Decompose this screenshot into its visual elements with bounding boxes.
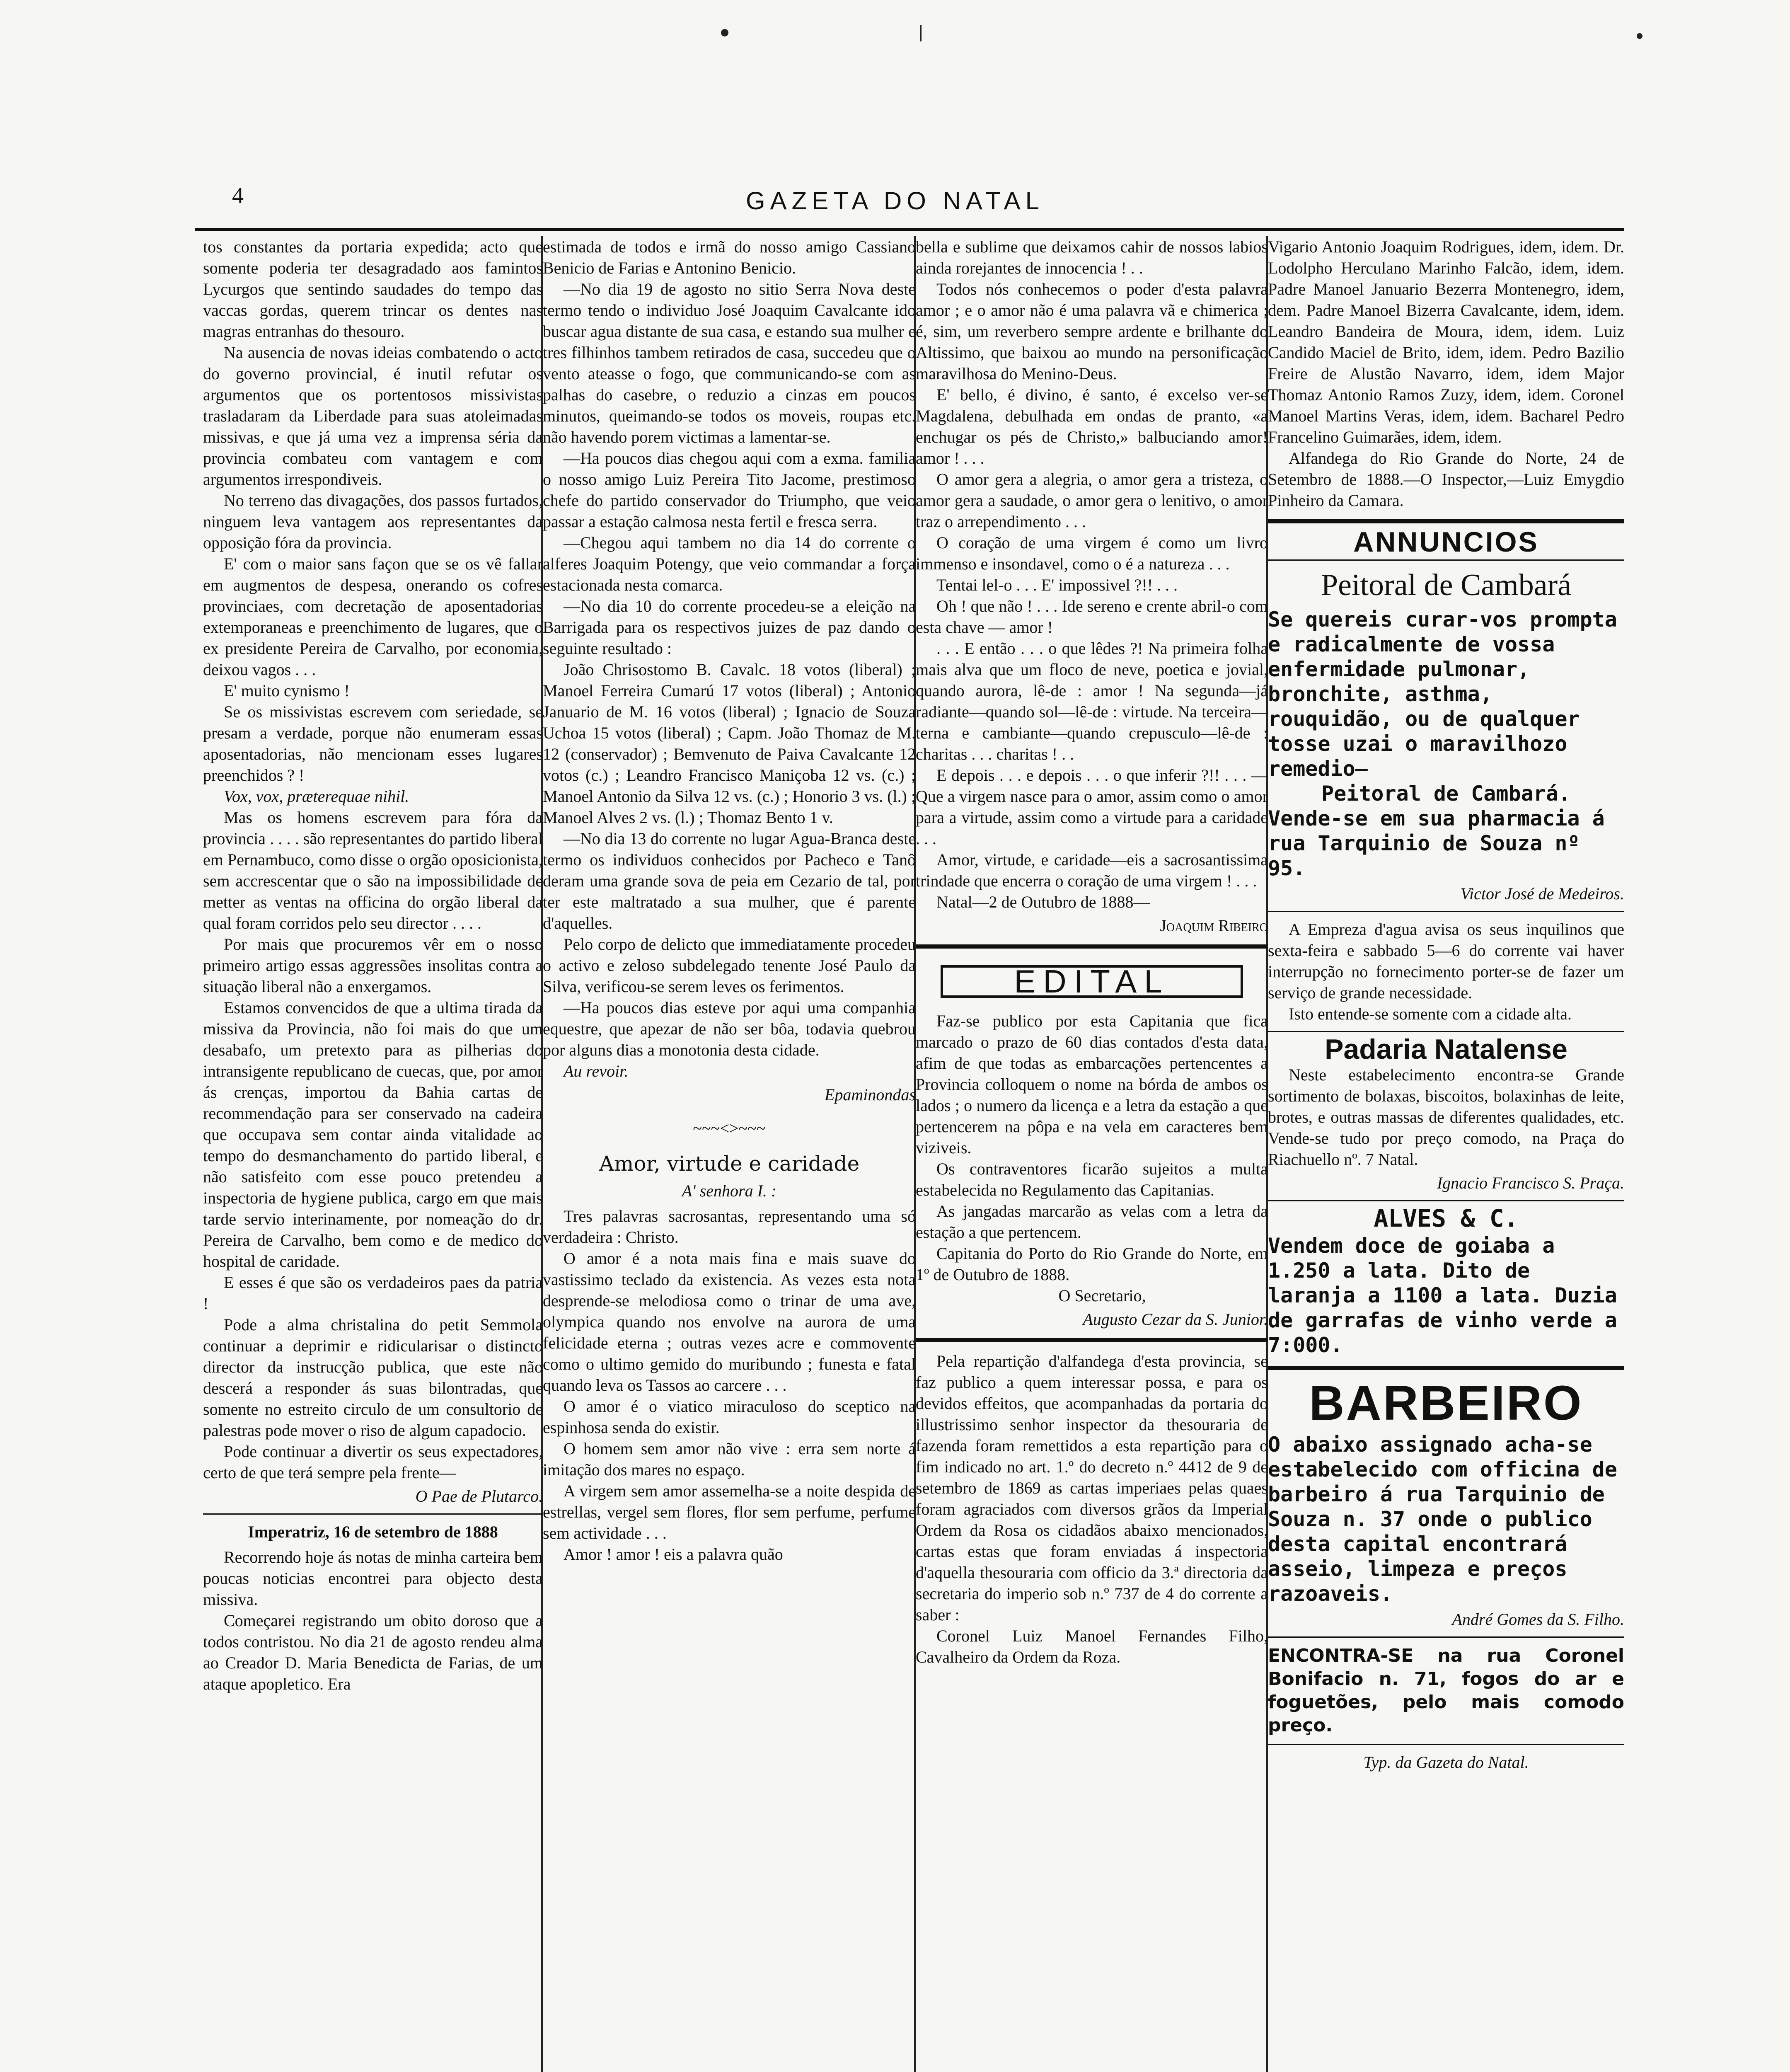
paragraph: tos constantes da portaria expedida; acto que somente poderia ter desagradado aos famintos Lycurgos que sentindo saudades do tempo das vaccas gordas, querem trincar os dentes nas magras entranhas do thesouro. [203,237,543,341]
paragraph: E' com o maior sans façon que se os vê fallar em augmentos de despesa, onerando os cofres provinciaes, com decretação de aposentadorias extemporaneas e preenchimento de lugares, que o ex presidente Pereira de Carvalho, por economia, deixou vagos . . . [203,554,543,679]
masthead-title: GAZETA DO NATAL [745,187,1045,215]
paragraph: O coração de uma virgem é como um livro immenso e insondavel, como o é a natureza . . . [916,533,1268,573]
divider [916,1338,1268,1342]
paragraph: Alfandega do Rio Grande do Norte, 24 de Setembro de 1888.—O Inspector,—Luiz Emygdio Pinheiro da Camara. [1268,449,1624,510]
printer-note: Typ. da Gazeta do Natal. [1363,1753,1529,1772]
paragraph: As jangadas marcarão as velas com a letra da estação a que pertencem. [916,1202,1268,1242]
column-2 [543,236,916,2072]
dedication: A' senhora I. : [682,1181,777,1200]
page-number: 4 [232,183,244,208]
column-1 [203,236,543,2072]
paragraph: No terreno das divagações, dos passos furtados, ninguem leva vantagem aos representantes da opposição fóra da provincia. [203,491,543,552]
divider [1268,559,1624,561]
divider [916,944,1268,949]
paragraph: João Chrisostomo B. Cavalc. 18 votos (liberal) ; Manoel Ferreira Cumarú 17 votos (liberal) ; Antonio Januario de M. 16 votos (liberal) ; Ignacio de Souza Uchoa 15 votos (liberal) ; Capm. João Thomaz de M. 12 (conservador) ; Bemvenuto de Paiva Cavalcante 12 votos (c.) ; Leandro Francisco Maniçoba 12 vs. (c.) ; Manoel Antonio da Silva 12 vs. (c.) ; Honorio 3 vs. (l.) ; Manoel Alves 2 vs. (l.) ; Thomaz Bento 1 v. [543,660,916,827]
signature: O Pae de Plutarco. [415,1487,543,1506]
paragraph: O Secretario, [1058,1286,1146,1305]
paragraph: Recorrendo hoje ás notas de minha carteira bem poucas noticias encontrei para objecto desta missiva. [203,1548,543,1609]
paragraph: Amor, virtude, e caridade—eis a sacrosantissima trindade que encerra o coração de uma virgem ! . . . [916,850,1268,890]
paragraph: —Ha poucos dias chegou aqui com a exma. familia o nosso amigo Luiz Pereira Tito Jacome, prestimoso chefe do partido conservador do Triumpho, que veio passar a estação calmosa nesta fertil e fresca serra. [543,449,916,531]
paragraph: Se os missivistas escrevem com seriedade, se presam a verdade, porque não enumeram essas aposentadorias, não mencionam esses lugares preenchidos ? ! [203,702,543,784]
ink-spot [721,29,728,36]
signature: Victor José de Medeiros. [1460,884,1624,903]
ad-body: O abaixo assignado acha-se estabelecido com officina de barbeiro á rua Tarquinio de Souza n. 37 onde o publico desta capital encontrará asseio, limpeza e preços razoaveis. [1268,1433,1617,1606]
paragraph: E' bello, é divino, é santo, é excelso ver-se Magdalena, debulhada em ondas de pranto, «a enchugar os pés de Christo,» balbuciando amor! amor ! . . . [916,385,1268,467]
paragraph: Capitania do Porto do Rio Grande do Norte, em 1º de Outubro de 1888. [916,1244,1268,1284]
divider [1268,1200,1624,1201]
paragraph: Neste estabelecimento encontra-se Grande sortimento de bolaxas, biscoitos, bolaxinhas de leite, brotes, e outras massas de diferentes qualidades, etc. Vende-se tudo por preço comodo, na Praça do Riachuello nº. 7 Natal. [1268,1065,1624,1169]
divider [1268,519,1624,523]
divider [203,1513,543,1515]
paragraph: Faz-se publico por esta Capitania que fica marcado o prazo de 60 dias contados d'esta data, afim de que todas as embarcações pertencentes a Provincia colloquem o nome na bórda de ambos os lados ; o numero da licença e a letra da estação a que pertencerem na pôpa e na vela em caracteres bem viziveis. [916,1012,1268,1157]
ad-body: Vendem doce de goiaba a 1.250 a lata. Dito de laranja a 1100 a lata. Duzia de garrafas de vinho verde a 7:000. [1268,1234,1617,1357]
ink-spot [1637,33,1642,39]
paragraph: O amor é a nota mais fina e mais suave do vastissimo teclado da existencia. As vezes esta nota desprende-se melodiosa como o trinar de uma ave, olympica quando nos envolve na aurora de uma felicidade eterna ; outras vezes acre e commovente como o ultimo gemido do muribundo ; funesta e fatal quando leva os Tassos ao carcere . . . [543,1249,916,1394]
paragraph: bella e sublime que deixamos cahir de nossos labios ainda rorejantes de innocencia ! . . [916,237,1268,277]
ad-body: ENCONTRA-SE na rua Coronel Bonifacio n. 71, fogos do ar e foguetões, pelo mais comodo preço. [1268,1645,1624,1736]
paragraph: Isto entende-se somente com a cidade alta. [1289,1005,1572,1023]
paragraph: Vigario Antonio Joaquim Rodrigues, idem, idem. Dr. Lodolpho Herculano Marinho Falcão, idem, idem. Padre Manoel Januario Bezerra Montenegro, idem, dem. Padre Manoel Bizerra Cavalcante, idem, idem. Leandro Bandeira de Moura, idem, idem. Luiz Candido Maciel de Brito, idem, idem. Pedro Bazilio Freire de Alustão Navarro, idem, idem Major Thomaz Antonio Ramos Zuzy, idem, idem. Coronel Manoel Martins Veras, idem, idem. Bacharel Pedro Francelino Guimarães, idem, idem. [1268,237,1624,446]
signature: Ignacio Francisco S. Praça. [1437,1174,1624,1192]
paragraph: Au revoir. [564,1062,629,1080]
paragraph: Tentai lel-o . . . E' impossivel ?!! . . . [936,576,1178,594]
paragraph: Coronel Luiz Manoel Fernandes Filho, Cavalheiro da Ordem da Roza. [916,1627,1268,1666]
ink-spot [920,25,922,41]
paragraph: —No dia 10 do corrente procedeu-se a eleição na Barrigada para os respectivos juizes de paz dando o seguinte resultado : [543,597,916,658]
divider [1268,911,1624,912]
ad-product: Peitoral de Cambará. [1321,782,1571,806]
divider [1268,1031,1624,1032]
paragraph: Por mais que procuremos vêr em o nosso primeiro artigo essas aggressões insolitas contra a situação liberal não a enxergamos. [203,935,543,996]
column-4 [1268,236,1624,2072]
paragraph: Pode continuar a divertir os seus expectadores, certo de que terá sempre pela frente— [203,1442,543,1482]
paragraph: Começarei registrando um obito doroso que a todos contristou. No dia 21 de agosto rendeu alma ao Creador D. Maria Benedicta de Farias, de um ataque apopletico. Era [203,1611,543,1693]
divider [1268,1636,1624,1638]
paragraph: —No dia 19 de agosto no sitio Serra Nova deste termo tendo o individuo José Joaquim Cavalcante ido buscar agua distante de sua casa, e estando sua mulher e tres filhinhos tambem retirados de casa, succedeu que o vento ateasse o fogo, que communicando-se com as palhas do casebre, o reduzio a cinzas em poucos minutos, queimando-se todos os moveis, roupas etc. não havendo porem victimas a lamentar-se. [543,280,916,446]
header-rule [195,228,1624,231]
paragraph: —Ha poucos dias esteve por aqui uma companhia equestre, que apezar de não ser bôa, todavia quebrou por alguns dias a monotonia desta cidade. [543,998,916,1059]
signature: Joaquim Ribeiro [1160,916,1268,935]
article-title: Amor, virtude e caridade [599,1152,860,1176]
paragraph: Amor ! amor ! eis a palavra quão [564,1545,783,1564]
paragraph: —No dia 13 do corrente no lugar Agua-Branca deste termo os individuos conhecidos por Pacheco e Tanô deram uma grande sova de peia em Cezario de tal, por ter este maltratado a sua mulher, que é parente d'aquelles. [543,829,916,932]
paragraph: Vox, vox, præterequae nihil. [224,787,409,806]
paragraph: —Chegou aqui tambem no dia 14 do corrente o alferes Joaquim Potengy, que veio commandar a força estacionada nesta comarca. [543,533,916,594]
signature: Epaminondas [825,1085,916,1104]
paragraph: Mas os homens escrevem para fóra da provincia . . . . são representantes do partido liberal em Pernambuco, como disse o orgão oposicionista, sem accrescentar que o são na impossibilidade de metter as ventas na officina do orgão liberal da qual foram corridos pelo seu director . . . . [203,808,543,932]
paragraph: Oh ! que não ! . . . Ide sereno e crente abril-o com esta chave — amor ! [916,597,1268,637]
paragraph: Tres palavras sacrosantas, representando uma só verdadeira : Christo. [543,1207,916,1247]
paragraph: Natal—2 de Outubro de 1888— [936,893,1150,911]
paragraph: Os contraventores ficarão sujeitos a multa estabelecida no Regulamento das Capitanias. [916,1159,1268,1199]
paragraph: Todos nós conhecemos o poder d'esta palavra amor ; e o amor não é uma palavra vã e chimerica ; é, sim, um reverbero sempre ardente e brilhante do Altissimo, que baixou ao mundo na personificação maravilhosa do Menino-Deus. [916,280,1268,383]
section-heading: ANNUNCIOS [1353,526,1539,558]
paragraph: E' muito cynismo ! [224,681,350,700]
paragraph: O homem sem amor não vive : erra sem norte á imitação dos mares no espaço. [543,1439,916,1479]
ad-title: Peitoral de Cambará [1321,568,1572,602]
paragraph: E esses é que são os verdadeiros paes da patria ! [203,1273,543,1313]
paragraph: Estamos convencidos de que a ultima tirada da missiva da Provincia, não foi mais do que um desabafo, um pretexto para as pilherias do intransigente republicano de cuecas, que, por amor ás crenças, importou da Bahia cartas de recommendação para ser conservado na cadeira que occupava sem contar ainda vitalidade ao tempo do desmanchamento do partido liberal, e não satisfeito com esse pouco pretendeu a inspectoria de hygiene publica, cargo em que mais tarde servio interinamente, por nomeação do dr. Pereira de Carvalho, bem como e de medico do hospital de caridade. [203,998,543,1271]
paragraph: Pelo corpo de delicto que immediatamente procedeu o activo e zeloso subdelegado tenente José Paulo da Silva, verificou-se serem leves os ferimentos. [543,935,916,996]
signature: Augusto Cezar da S. Junior. [1083,1310,1268,1329]
paragraph: O amor gera a alegria, o amor gera a tristeza, o amor gera a saudade, o amor gera o lenitivo, o amor traz o arrependimento . . . [916,470,1268,531]
ad-body: Se quereis curar-vos prompta e radicalmente de vossa enfermidade pulmonar, bronchite, asthma, rouquidão, ou de qualquer tosse uzai o maravilhozo remedio— [1268,608,1617,781]
paragraph: A virgem sem amor assemelha-se a noite despida de estrellas, vergel sem flores, flor sem perfume, perfume sem actividade . . . [543,1481,916,1542]
paragraph: A Empreza d'agua avisa os seus inquilinos que sexta-feira e sabbado 5—6 do corrente vai haver interrupção no fornecimento porter-se de fazer um serviço de grande necessidade. [1268,920,1624,1002]
paragraph: . . . E então . . . o que lêdes ?! Na primeira folha mais alva que um floco de neve, poetica e jovial, quando aurora, lê-de : amor ! Na segunda—já radiante—quando sol—lê-de : virtude. Na terceira—terna e cambiante—quando crepusculo—lê-de : charitas . . . charitas ! . . [916,639,1268,763]
ad-title: Padaria Natalense [1325,1034,1567,1065]
paragraph: Pode a alma christalina do petit Semmola continuar a deprimir e ridicularisar o distincto director da instrucção publica, que este não descerá a responder ás suas bilontradas, que somente no estreito circulo de um consultorio de palestras pode mover o riso de algum capadocio. [203,1315,543,1440]
paragraph: O amor é o viatico miraculoso do sceptico na espinhosa senda do existir. [543,1397,916,1437]
paragraph: estimada de todos e irmã do nosso amigo Cassiano Benicio de Farias e Antonino Benicio. [543,237,916,277]
divider [1268,1744,1624,1745]
paragraph: E depois . . . e depois . . . o que inferir ?!! . . . —Que a virgem nasce para o amor, assim como o amor para a virtude, assim como a virtude para a caridade . . . [916,766,1268,848]
column-3 [916,236,1268,2072]
ad-body: Vende-se em sua pharmacia á rua Tarquinio de Souza nº 95. [1268,806,1605,880]
divider [1268,1366,1624,1370]
ad-title: ALVES & C. [1374,1204,1519,1232]
dateline: Imperatriz, 16 de setembro de 1888 [248,1523,498,1541]
ornament-divider: ~~~<>~~~ [693,1119,766,1138]
paragraph: Na ausencia de novas ideias combatendo o acto do governo provincial, é inutil refutar os argumentos que os portentosos missivistas trasladaram da Liberdade para suas atoleimadas missivas, e que já uma vez a imprensa séria da provincia combateu com vantagem e com argumentos irrespondiveis. [203,343,543,489]
edital-heading: EDITAL [941,965,1243,998]
ad-title: BARBEIRO [1309,1376,1583,1431]
signature: André Gomes da S. Filho. [1452,1610,1624,1629]
paragraph: Pela repartição d'alfandega d'esta provincia, se faz publico a quem interessar possa, e para os devidos effeitos, que acompanhadas da portaria do illustrissimo senhor inspector da thesouraria de fazenda foram remettidos a esta repartição para o fim indicado no art. 1.º do decreto n.º 4412 de 9 de setembro de 1869 as cartas imperiaes pelas quaes foram agraciados com diversos grãos da Imperial Ordem da Rosa os cidadãos abaixo mencionados, cartas estas que foram enviadas á inspectoria d'aquella thesouraria com officio da 3.ª directoria da secretaria do imperio sob n.º 737 de 4 do corrente a saber : [916,1352,1268,1624]
